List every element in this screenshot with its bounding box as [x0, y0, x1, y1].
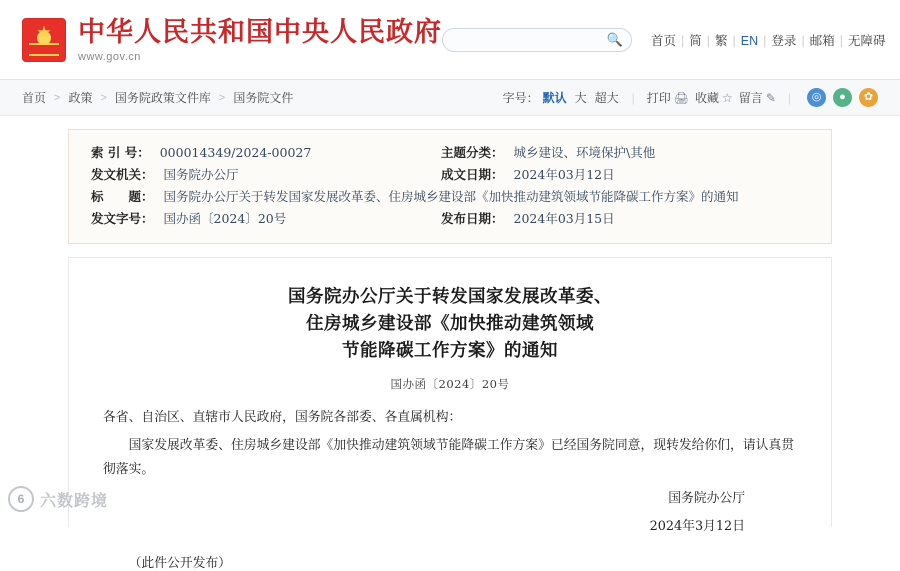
header-link-login[interactable]: 登录 — [771, 33, 797, 48]
site-header — [0, 0, 900, 80]
breadcrumb-separator: > — [54, 91, 61, 104]
meta-index-label: 索 引 号： — [91, 145, 150, 160]
breadcrumb-separator: > — [218, 91, 226, 104]
meta-docnum-value: 国办函〔2024〕20号 — [163, 211, 287, 226]
document-title-line-2: 住房城乡建设部《加快推动建筑领域 — [306, 314, 594, 334]
meta-category-value: 城乡建设、环境保护\其他 — [513, 145, 656, 160]
meta-publish-date-value: 2024年03月15日 — [513, 211, 615, 226]
comment-button[interactable] — [736, 89, 779, 106]
toolbar-divider: | — [631, 90, 635, 105]
meta-docnum-label: 发文字号： — [91, 211, 154, 226]
search-icon[interactable]: 🔍 — [606, 31, 623, 47]
document-signature-org: 国务院办公厅 — [668, 491, 745, 506]
breadcrumb-item-1[interactable]: 政策 — [68, 91, 93, 105]
national-emblem-icon — [22, 18, 66, 62]
fontsize-default-button[interactable]: 默认 — [542, 91, 567, 105]
fontsize-label: 字号： — [502, 91, 539, 105]
watermark — [8, 486, 108, 512]
meta-row — [91, 186, 809, 208]
favorite-label: 收藏 — [695, 91, 720, 105]
share-more-icon[interactable]: ✿ — [859, 88, 878, 107]
fontsize-large-button[interactable]: 大 — [574, 91, 587, 105]
meta-index — [91, 142, 441, 164]
meta-issuer — [91, 164, 441, 186]
print-button[interactable] — [644, 89, 692, 106]
document-salutation: 各省、自治区、直辖市人民政府，国务院各部委、各直属机构： — [103, 410, 462, 425]
breadcrumb-item-3[interactable]: 国务院文件 — [233, 91, 294, 105]
watermark-text: 六数跨境 — [40, 492, 109, 510]
meta-issuer-value: 国务院办公厅 — [163, 167, 239, 182]
search-input[interactable] — [451, 33, 603, 47]
document-paragraph: 国家发展改革委、住房城乡建设部《加快推动建筑领域节能降碳工作方案》已经国务院同意，现转发给你们，请认真贯彻落实。 — [103, 438, 795, 477]
print-label: 打印 — [646, 91, 671, 105]
site-brand[interactable] — [78, 17, 442, 63]
meta-title-label: 标 题： — [91, 189, 154, 204]
search-box[interactable] — [442, 28, 632, 52]
document-title — [103, 284, 797, 365]
meta-written-date-label: 成文日期： — [441, 167, 504, 182]
document-title-line-1: 国务院办公厅关于转发国家发展改革委、 — [288, 287, 612, 307]
comment-label: 留言 — [738, 91, 763, 105]
breadcrumb-item-2[interactable]: 国务院政策文件库 — [114, 91, 211, 105]
meta-issuer-label: 发文机关： — [91, 167, 154, 182]
meta-index-value: 000014349/2024-00027 — [159, 145, 312, 160]
share-wechat-icon[interactable]: ● — [833, 88, 852, 107]
header-link-home[interactable]: 首页 — [651, 33, 677, 48]
star-icon: ☆ — [722, 91, 733, 105]
meta-row — [91, 208, 809, 230]
meta-category — [441, 142, 655, 164]
meta-publish-date-label: 发布日期： — [441, 211, 504, 226]
site-title: 中华人民共和国中央人民政府 — [78, 16, 442, 48]
fontsize-xlarge-button[interactable]: 超大 — [594, 91, 619, 105]
breadcrumb-separator: > — [100, 91, 107, 104]
header-link-accessibility[interactable]: 无障碍 — [847, 33, 886, 48]
meta-written-date — [441, 164, 615, 186]
meta-title — [91, 186, 739, 208]
pencil-icon: ✎ — [765, 91, 776, 105]
header-links: 首页 | 简 | 繁 | EN | 登录 | 邮箱 | 无障碍 — [646, 31, 890, 49]
share-weibo-icon[interactable]: ◎ — [807, 88, 826, 107]
toolbar-divider: | — [787, 90, 791, 105]
header-right — [442, 28, 890, 52]
header-link-english[interactable]: EN — [740, 33, 759, 48]
meta-row — [91, 142, 809, 164]
printer-icon: 🖨 — [673, 91, 690, 105]
meta-publish-date — [441, 208, 615, 230]
document-meta-panel — [68, 129, 832, 244]
document-title-line-3: 节能降碳工作方案》的通知 — [342, 341, 558, 361]
header-link-mail[interactable]: 邮箱 — [809, 33, 835, 48]
meta-docnum — [91, 208, 441, 230]
breadcrumb-toolbar-strip — [0, 80, 900, 116]
meta-category-label: 主题分类： — [441, 145, 504, 160]
document-body — [68, 257, 832, 571]
breadcrumb-item-0[interactable]: 首页 — [22, 91, 47, 105]
document-signature-date: 2024年3月12日 — [649, 519, 745, 534]
meta-row — [91, 164, 809, 186]
header-link-simplified[interactable]: 简 — [689, 33, 702, 48]
document-number: 国办函〔2024〕20号 — [390, 377, 510, 391]
toolbar — [503, 88, 878, 107]
meta-title-value: 国务院办公厅关于转发国家发展改革委、住房城乡建设部《加快推动建筑领域节能降碳工作方案》的通知 — [163, 189, 739, 204]
meta-written-date-value: 2024年03月12日 — [513, 167, 615, 182]
header-link-traditional[interactable]: 繁 — [715, 33, 728, 48]
site-domain: www.gov.cn — [78, 50, 141, 63]
document-note: （此件公开发布） — [128, 556, 231, 571]
favorite-button[interactable] — [692, 89, 736, 106]
watermark-logo-icon: 6 — [8, 486, 34, 512]
